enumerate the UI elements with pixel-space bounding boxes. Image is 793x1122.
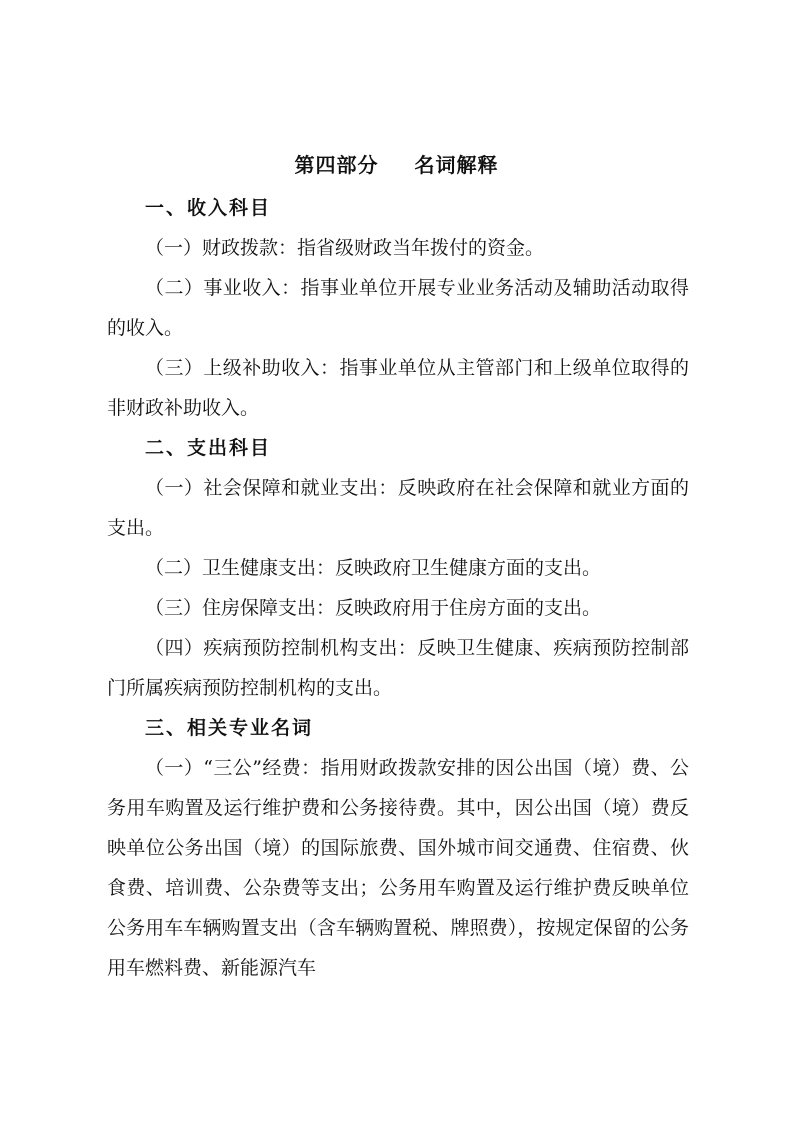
paragraph-three-public-expenses: （一）“三公”经费：指用财政拨款安排的因公出国（境）费、公务用车购置及运行维护费和公务接待费。其中，因公出国（境）费反映单位公务出国（境）的国际旅费、国外城市间交通费、住宿费、伙食费、培训费、公杂费等支出；公务用车购置及运行维护费反映单位公务用车车辆购置支出（含车辆购置税、牌照费），按规定保留的公务用车燃料费、新能源汽车 <box>107 757 689 979</box>
section-heading-income: 一、收入科目 <box>145 197 272 219</box>
paragraph-housing: （三）住房保障支出：反映政府用于住房方面的支出。 <box>145 597 602 619</box>
section-heading-terms: 三、相关专业名词 <box>145 717 314 739</box>
paragraph-fiscal-appropriation: （一）财政拨款：指省级财政当年拨付的资金。 <box>145 237 545 259</box>
paragraph-superior-subsidy: （三）上级补助收入：指事业单位从主管部门和上级单位取得的非财政补助收入。 <box>107 357 689 419</box>
paragraph-social-security: （一）社会保障和就业支出：反映政府在社会保障和就业方面的支出。 <box>107 477 689 539</box>
section-heading-expenditure: 二、支出科目 <box>145 437 272 459</box>
paragraph-business-income: （二）事业收入：指事业单位开展专业业务活动及辅助活动取得的收入。 <box>107 277 689 339</box>
document-body <box>107 188 689 988</box>
title-name: 名词解释 <box>414 153 499 177</box>
paragraph-health: （二）卫生健康支出：反映政府卫生健康方面的支出。 <box>145 557 602 579</box>
paragraph-disease-control: （四）疾病预防控制机构支出：反映卫生健康、疾病预防控制部门所属疾病预防控制机构的支出。 <box>107 637 689 699</box>
page-title <box>0 150 793 180</box>
title-part: 第四部分 <box>294 153 379 177</box>
